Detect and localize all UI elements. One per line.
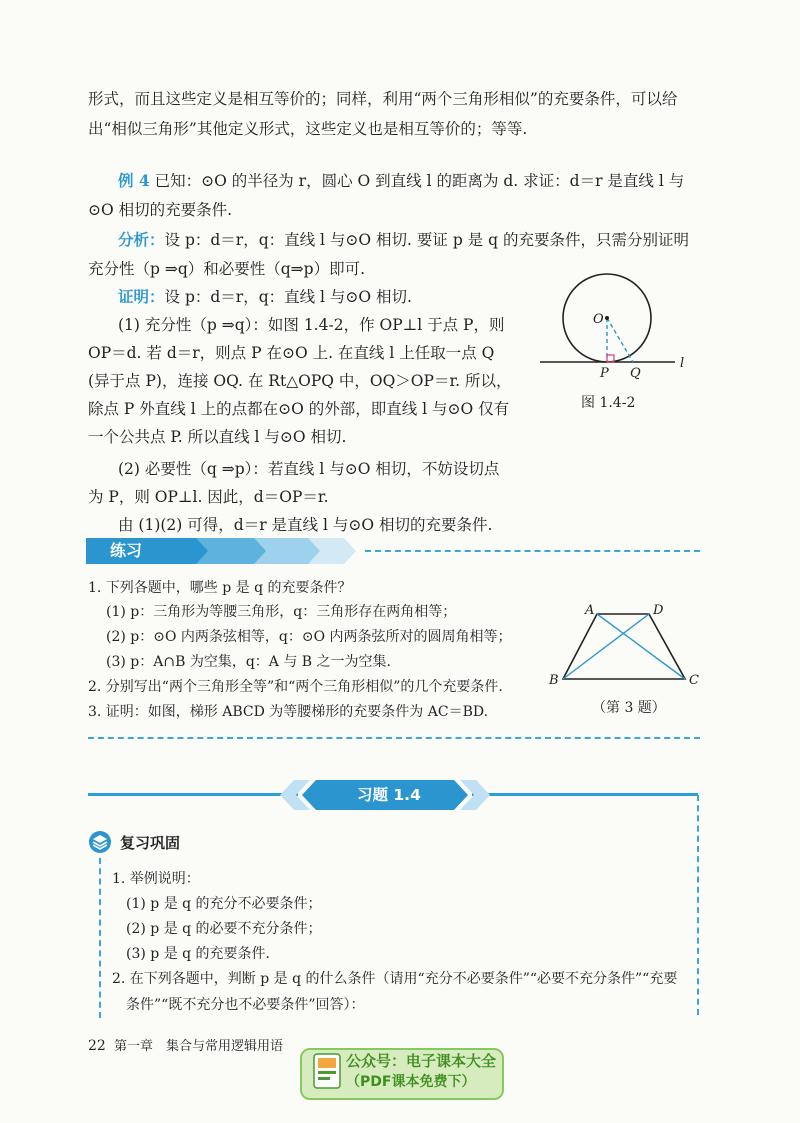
example-4-statement-line-2: ⊙O 相切的充要条件.: [88, 201, 233, 219]
practice-q1-2: (2) p：⊙O 内两条弦相等，q：⊙O 内两条弦所对的圆周角相等；: [106, 629, 512, 645]
practice-q1: 1. 下列各题中，哪些 p 是 q 的充要条件？: [88, 580, 352, 596]
intro-line-2: 出“相似三角形”其他定义形式，这些定义也是相互等价的；等等.: [88, 120, 528, 138]
practice-q1-3: (3) p：A∩B 为空集，q：A 与 B 之一为空集.: [106, 654, 391, 670]
exercise-q1: 1. 举例说明：: [112, 871, 200, 887]
proof-line-2: OP＝d. 若 d＝r，则点 P 在⊙O 上. 在直线 l 上任取一点 Q: [88, 344, 495, 362]
label-p: P: [600, 366, 609, 381]
figure-caption-1-4-2: 图 1.4-2: [581, 395, 636, 411]
proof-line-7: 为 P，则 OP⊥l. 因此，d＝OP＝r.: [88, 488, 329, 506]
label-a: A: [585, 603, 595, 618]
label-o: O: [593, 312, 604, 327]
section-left-dashed-border: [99, 858, 101, 1018]
practice-top-dashed-line: [365, 550, 700, 552]
proof-intro: 设 p：d＝r，q：直线 l 与⊙O 相切.: [164, 288, 412, 306]
watermark-line-1: 公众号：电子课本大全: [346, 1052, 497, 1070]
diagonal-ac: [597, 614, 685, 679]
exercise-q1-3: (3) p 是 q 的充要条件.: [126, 946, 271, 962]
exercise-banner-title: 习题 1.4: [357, 786, 421, 804]
proof-line-1: (1) 充分性（p ⇒q）：如图 1.4-2，作 OP⊥l 于点 P，则: [118, 316, 505, 334]
label-b: B: [549, 673, 559, 688]
example-label: 例 4: [118, 171, 150, 190]
example-4-statement-line-1: [118, 170, 684, 192]
proof-line-4: 除点 P 外直线 l 上的点都在⊙O 的外部，即直线 l 与⊙O 仅有: [88, 400, 510, 418]
figure-1-4-2: [540, 275, 700, 385]
layers-icon: [88, 830, 112, 854]
proof-line-6: (2) 必要性（q ⇒p）：若直线 l 与⊙O 相切，不妨设切点: [118, 460, 500, 478]
section-title-review: 复习巩固: [120, 834, 181, 852]
watermark-line-2: （PDF课本免费下）: [346, 1074, 476, 1090]
label-c: C: [689, 673, 699, 688]
exercise-rule-left: [88, 793, 298, 796]
exercise-rule-right: [472, 793, 698, 796]
diagonal-bd: [563, 614, 649, 679]
practice-q3: 3. 证明：如图，梯形 ABCD 为等腰梯形的充要条件为 AC＝BD.: [88, 704, 489, 720]
proof-line-3: (异于点 P)，连接 OQ. 在 Rt△OPQ 中，OQ＞OP＝r. 所以，: [88, 372, 512, 390]
exercise-q2-line-1: 2. 在下列各题中，判断 p 是 q 的什么条件（请用“充分不必要条件”“必要不充分条件”“充要: [112, 971, 678, 987]
label-d: D: [653, 603, 664, 618]
example-statement: 已知：⊙O 的半径为 r，圆心 O 到直线 l 的距离为 d. 求证：d＝r 是直线 l 与: [154, 172, 685, 190]
trapezoid-figure: [545, 600, 705, 695]
proof-line-8: 由 (1)(2) 可得，d＝r 是直线 l 与⊙O 相切的充要条件.: [118, 516, 493, 534]
label-q: Q: [630, 366, 641, 381]
point-o: [605, 316, 609, 320]
practice-q1-1: (1) p：三角形为等腰三角形，q：三角形存在两角相等；: [106, 604, 457, 620]
analysis-label: 分析：: [118, 230, 165, 249]
practice-bottom-dashed-line: [88, 737, 700, 739]
analysis-line-2: 充分性（p ⇒q）和必要性（q⇒p）即可.: [88, 260, 366, 278]
exercise-q1-2: (2) p 是 q 的必要不充分条件；: [126, 921, 322, 937]
analysis-text: 设 p：d＝r，q：直线 l 与⊙O 相切. 要证 p 是 q 的充要条件，只需分别证明: [164, 231, 689, 249]
practice-banner-title: 练习: [110, 541, 143, 560]
intro-line-1: 形式，而且这些定义是相互等价的；同样，利用“两个三角形相似”的充要条件，可以给: [88, 90, 678, 108]
proof-line-0: [118, 286, 412, 308]
exercise-q1-1: (1) p 是 q 的充分不必要条件；: [126, 896, 322, 912]
trapezoid-caption: （第 3 题）: [592, 700, 666, 716]
exercise-q2-line-2: 条件”“既不充分也不必要条件”回答）：: [126, 997, 365, 1013]
chapter-title: 第一章 集合与常用逻辑用语: [114, 1039, 284, 1054]
exercise-right-dashed-border: [697, 795, 699, 1015]
page-number: 22: [88, 1038, 106, 1054]
book-icon: [312, 1052, 342, 1092]
analysis-line-1: [118, 229, 689, 251]
label-l: l: [680, 356, 685, 371]
trapezoid-abcd: [563, 614, 685, 679]
practice-q2: 2. 分别写出“两个三角形全等”和“两个三角形相似”的几个充要条件.: [88, 679, 503, 695]
proof-line-5: 一个公共点 P. 所以直线 l 与⊙O 相切.: [88, 428, 347, 446]
proof-label: 证明：: [118, 287, 165, 306]
